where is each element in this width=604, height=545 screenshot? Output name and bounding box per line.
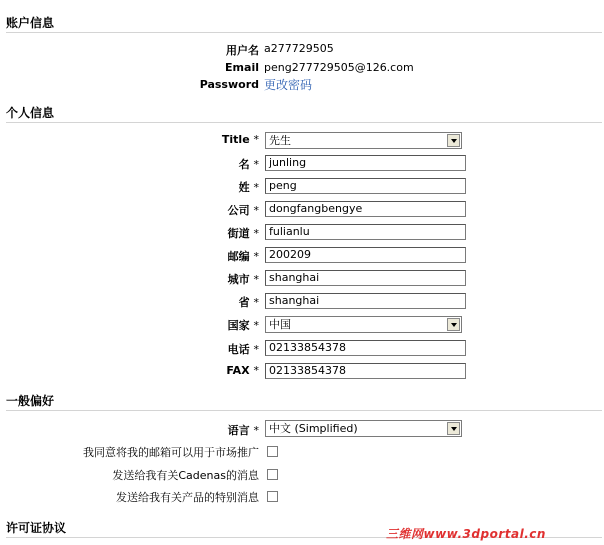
chevron-down-icon[interactable] — [447, 134, 460, 147]
postcode-field[interactable]: 200209 — [265, 247, 466, 263]
chevron-down-icon[interactable] — [447, 318, 460, 331]
title-select[interactable] — [265, 132, 462, 149]
title-select-value: 先生 — [269, 134, 291, 147]
account-section-title: 账户信息 — [6, 16, 55, 30]
postcode-label: 邮编 * — [227, 250, 259, 263]
email-value: peng277729505@126.com — [264, 61, 414, 74]
marketing-consent-label: 我同意将我的邮箱可以用于市场推广 — [83, 446, 259, 459]
last-name-label: 姓 * — [238, 181, 259, 194]
account-section-divider — [6, 32, 602, 33]
product-offers-label: 发送给我有关产品的特别消息 — [116, 491, 259, 504]
last-name-field[interactable]: peng — [265, 178, 466, 194]
password-label: Password — [199, 78, 259, 91]
language-select[interactable] — [265, 420, 462, 437]
preferences-section-title: 一般偏好 — [6, 394, 55, 408]
company-field[interactable]: dongfangbengye — [265, 201, 466, 217]
personal-section-divider — [6, 122, 602, 123]
first-name-field[interactable]: junling — [265, 155, 466, 171]
title-label: Title * — [221, 133, 259, 146]
preferences-section-divider — [6, 410, 602, 411]
province-field[interactable]: shanghai — [265, 293, 466, 309]
city-field[interactable]: shanghai — [265, 270, 466, 286]
company-label: 公司 * — [227, 204, 259, 217]
fax-field[interactable]: 02133854378 — [265, 363, 466, 379]
street-label: 街道 * — [227, 227, 259, 240]
product-offers-checkbox[interactable] — [267, 491, 278, 502]
cadenas-news-checkbox[interactable] — [267, 469, 278, 480]
personal-section-title: 个人信息 — [6, 106, 55, 120]
phone-field[interactable]: 02133854378 — [265, 340, 466, 356]
license-section-title: 许可证协议 — [6, 521, 67, 535]
watermark-text: 三维网www.3dportal.cn — [386, 527, 546, 541]
province-label: 省 * — [238, 296, 259, 309]
change-password-link[interactable]: 更改密码 — [264, 78, 313, 92]
chevron-down-icon[interactable] — [447, 422, 460, 435]
cadenas-news-label: 发送给我有关Cadenas的消息 — [112, 469, 259, 482]
country-select[interactable] — [265, 316, 462, 333]
language-select-value: 中文 (Simplified) — [269, 422, 358, 435]
street-field[interactable]: fulianlu — [265, 224, 466, 240]
fax-label: FAX * — [226, 364, 259, 377]
username-label: 用户名 — [226, 44, 259, 57]
country-label: 国家 * — [227, 319, 259, 332]
email-label: Email — [225, 61, 259, 74]
country-select-value: 中国 — [269, 318, 291, 331]
first-name-label: 名 * — [238, 158, 259, 171]
language-label: 语言 * — [227, 424, 259, 437]
marketing-consent-checkbox[interactable] — [267, 446, 278, 457]
city-label: 城市 * — [227, 273, 259, 286]
phone-label: 电话 * — [227, 343, 259, 356]
username-value: a277729505 — [264, 42, 334, 55]
